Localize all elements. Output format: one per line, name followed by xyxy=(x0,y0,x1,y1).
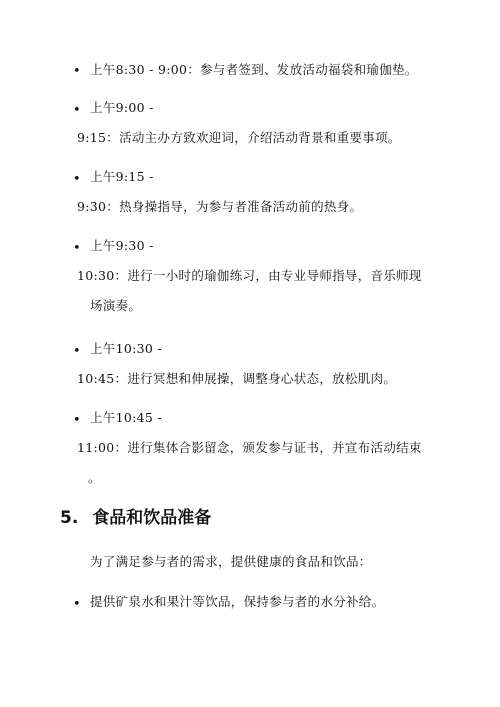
schedule-item-text: 9:15：活动主办方致欢迎词，介绍活动背景和重要事项。 xyxy=(77,130,401,145)
section-heading xyxy=(60,507,211,529)
schedule-item-text: 9:30：热身操指导，为参与者准备活动前的热身。 xyxy=(77,199,363,214)
schedule-item-text: 上午8:30 - 9:00：参与者签到、发放活动福袋和瑜伽垫。 xyxy=(90,62,418,77)
bullet-icon: • xyxy=(73,413,81,428)
section-title: 食品和饮品准备 xyxy=(92,508,212,528)
bullet-icon: • xyxy=(73,103,81,118)
bullet-icon: • xyxy=(73,597,81,612)
schedule-item-text: 上午10:30 - xyxy=(90,341,162,356)
schedule-item-text: 10:30：进行一小时的瑜伽练习，由专业导师指导，音乐师现 xyxy=(77,268,422,283)
bullet-icon: • xyxy=(73,344,81,359)
bullet-icon: • xyxy=(73,241,81,256)
schedule-item-text: 上午9:00 - xyxy=(90,100,154,115)
schedule-item-text: 。 xyxy=(88,470,101,485)
schedule-item-text: 上午10:45 - xyxy=(90,410,162,425)
schedule-item-text: 上午9:30 - xyxy=(90,238,154,253)
schedule-item-text: 场演奏。 xyxy=(90,298,142,313)
bullet-icon: • xyxy=(73,64,81,79)
schedule-item-text: 11:00：进行集体合影留念，颁发参与证书，并宣布活动结束 xyxy=(77,440,422,455)
schedule-item-text: 上午9:15 - xyxy=(90,169,154,184)
bullet-icon: • xyxy=(73,172,81,187)
schedule-item-text: 10:45：进行冥想和伸展操，调整身心状态，放松肌肉。 xyxy=(77,371,397,386)
section-number: 5. xyxy=(60,508,79,528)
section-intro: 为了满足参与者的需求，提供健康的食品和饮品： xyxy=(90,554,372,569)
list-item-text: 提供矿泉水和果汁等饮品，保持参与者的水分补给。 xyxy=(90,594,385,609)
